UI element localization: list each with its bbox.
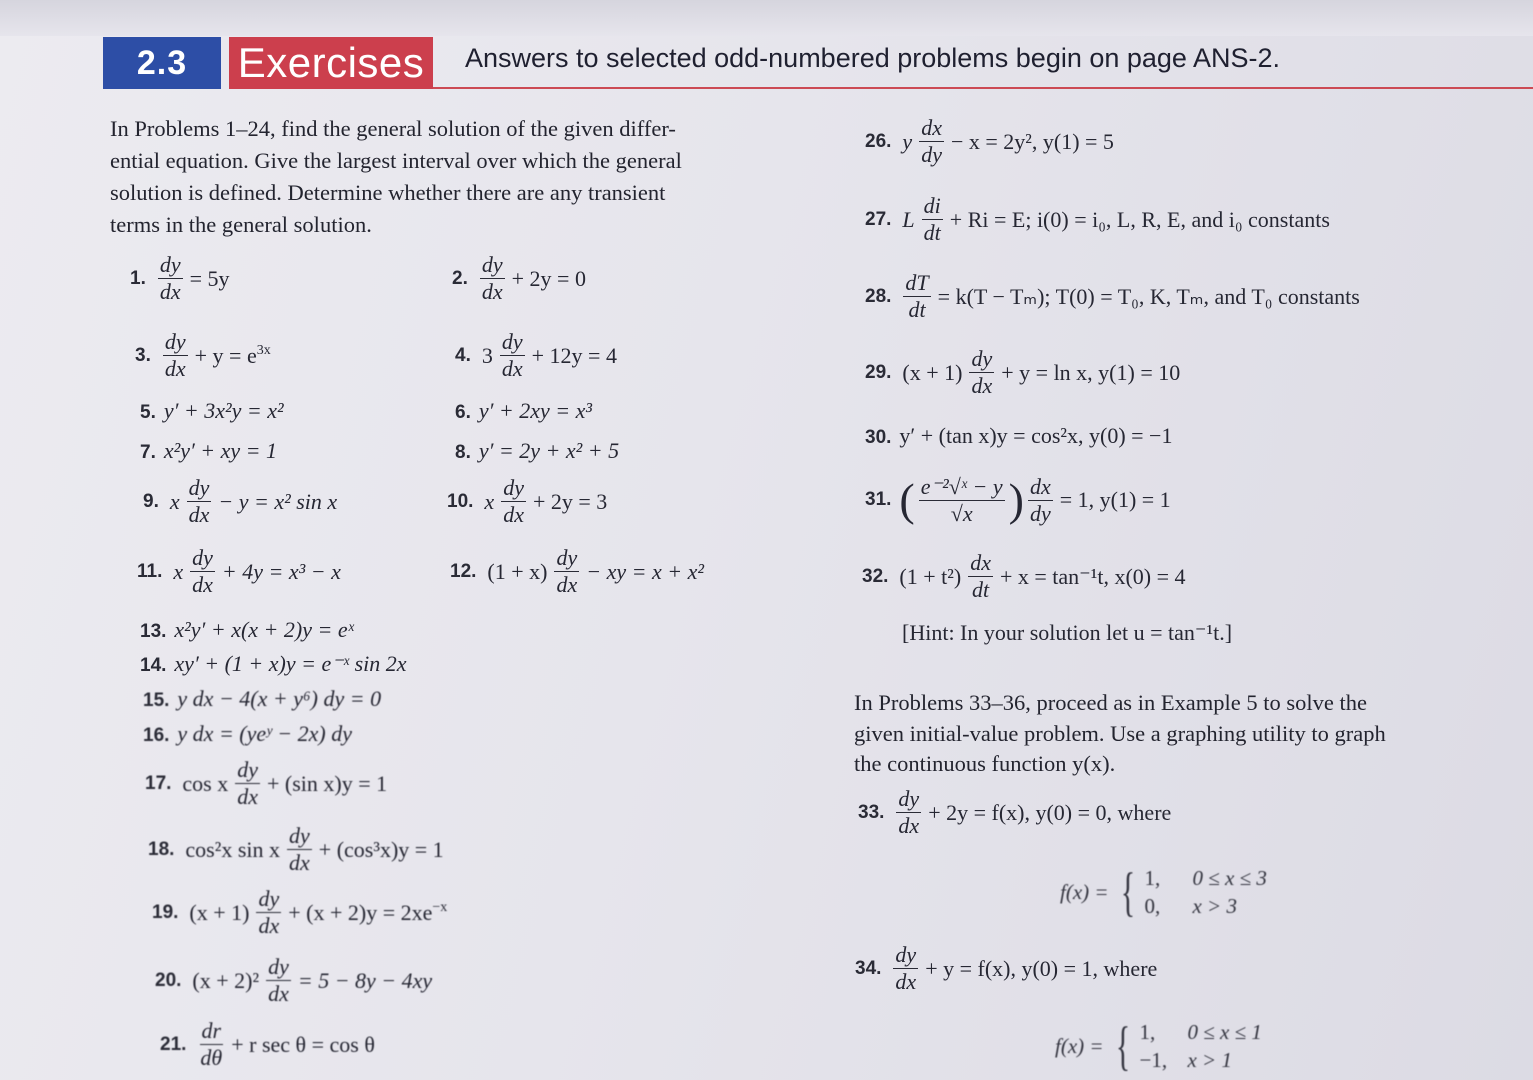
piecewise-function-33: [1060, 864, 1267, 920]
equation-lhs: (1 + x): [487, 558, 548, 584]
problem-number: 4.: [455, 344, 471, 366]
equation-lhs: cos²x sin x: [185, 836, 281, 862]
fraction-denominator: dx: [481, 279, 503, 304]
problem-number: 1.: [130, 267, 146, 289]
piecewise-case: [1139, 1018, 1261, 1046]
equation-rhs: + (cos³x)y = 1: [318, 836, 444, 862]
problem-17: [145, 757, 390, 810]
derivative-fraction: [919, 115, 944, 168]
case-condition: x > 3: [1192, 894, 1237, 918]
equation-rhs: + Ri = E; i(0) = i₀, L, R, E, and i₀ constants: [949, 206, 1330, 232]
problem-number: 32.: [862, 565, 889, 587]
fraction-numerator: dy: [503, 475, 524, 500]
equation-rhs: = 5 − 8y − 4xy: [297, 967, 433, 993]
intro-line: terms in the general solution.: [110, 212, 372, 237]
derivative-fraction: [198, 1018, 224, 1071]
fraction-denominator: dx: [501, 356, 523, 381]
problem-27: [865, 193, 1333, 246]
equation-rhs: + r sec θ = cos θ: [231, 1031, 375, 1057]
case-condition: 0 ≤ x ≤ 3: [1192, 866, 1267, 890]
problem-32: [862, 550, 1189, 603]
fraction-numerator: dy: [501, 329, 523, 354]
derivative-fraction: [968, 550, 993, 603]
piecewise-cases: [1139, 1018, 1261, 1074]
fraction-numerator: dy: [192, 545, 213, 570]
fraction-numerator: dy: [481, 252, 503, 277]
fraction-denominator: dx: [268, 981, 289, 1006]
derivative-fraction: [922, 193, 943, 246]
piecewise-case: [1144, 892, 1266, 920]
fraction-denominator: dx: [258, 913, 280, 938]
derivative-fraction: [969, 346, 994, 399]
left-paren: (: [899, 474, 915, 525]
problem-12: [450, 545, 707, 598]
intro-line: In Problems 1–24, find the general solution of the given differ-: [110, 116, 676, 141]
fraction-denominator: dt: [908, 297, 926, 322]
problem-31: [865, 470, 1174, 530]
fraction-denominator: dy: [1029, 500, 1051, 526]
problem-7: [140, 438, 277, 464]
derivative-fraction: [235, 757, 260, 810]
piecewise-case: [1144, 864, 1266, 892]
piecewise-label: f(x) =: [1060, 879, 1109, 904]
fraction-numerator: dx: [921, 115, 942, 140]
fraction-denominator: dx: [895, 969, 917, 994]
problem-number: 9.: [143, 490, 159, 512]
equation: xy′ + (1 + x)y = e⁻ˣ sin 2x: [174, 651, 407, 676]
fraction-numerator: dy: [159, 252, 181, 277]
problem-30: [865, 423, 1172, 449]
equation-rhs: + 2y = 0: [511, 265, 586, 291]
equation: y′ + (tan x)y = cos²x, y(0) = −1: [899, 423, 1173, 448]
problem-number: 27.: [865, 208, 892, 230]
intro-line: solution is defined. Determine whether there are any transient: [110, 180, 666, 205]
derivative-fraction: [187, 475, 212, 528]
equation-rhs: = k(T − Tₘ); T(0) = T₀, K, Tₘ, and T₀ constants: [937, 283, 1360, 309]
problem-number: 21.: [160, 1033, 187, 1055]
intro-line: ential equation. Give the largest interval over which the general: [110, 148, 682, 173]
fraction-numerator: di: [923, 193, 941, 218]
equation-rhs: + (x + 2)y = 2xe: [288, 899, 433, 925]
case-value: 0,: [1144, 894, 1161, 918]
inner-fraction: [919, 474, 1005, 527]
equation-rhs: = 5y: [189, 265, 230, 291]
derivative-fraction: [903, 270, 930, 323]
equation: y dx = (yeʸ − 2x) dy: [177, 721, 352, 746]
problem-number: 31.: [865, 489, 892, 510]
problem-1: [130, 252, 233, 305]
problem-18: [148, 823, 447, 876]
derivative-fraction: [554, 545, 579, 598]
exponent: 3x: [256, 342, 271, 358]
problem-4: [455, 329, 620, 382]
equation-rhs: + y = ln x, y(1) = 10: [1001, 359, 1181, 385]
problem-26: [865, 115, 1117, 168]
derivative-fraction: [893, 942, 918, 995]
problem-14: [140, 651, 407, 677]
equation-lhs: cos x: [182, 770, 229, 796]
equation-lhs: x: [169, 488, 180, 514]
problem-number: 6.: [455, 402, 471, 423]
case-condition: 0 ≤ x ≤ 1: [1187, 1020, 1262, 1044]
problem-10: [447, 475, 610, 528]
fraction-denominator: dy: [921, 142, 942, 167]
fraction-denominator: dx: [237, 784, 259, 809]
piecewise-case: [1139, 1046, 1261, 1074]
fraction-numerator: dx: [970, 550, 991, 575]
problem-20: [155, 954, 435, 1007]
fraction-denominator: dx: [898, 813, 920, 838]
fraction-numerator: dx: [1029, 473, 1051, 499]
problem-number: 26.: [865, 130, 892, 152]
problem-number: 19.: [152, 901, 179, 923]
derivative-fraction: [501, 475, 526, 528]
problem-number: 12.: [450, 560, 477, 582]
brace-icon: {: [1120, 862, 1135, 922]
derivative-fraction: [896, 786, 921, 839]
problem-8: [455, 438, 619, 464]
fraction-denominator: dx: [159, 279, 181, 304]
fraction-denominator: dx: [188, 502, 210, 527]
equation-rhs: + x = tan⁻¹t, x(0) = 4: [999, 563, 1186, 589]
problem-32-hint: [Hint: In your solution let u = tan⁻¹t.]: [902, 620, 1233, 645]
piecewise-label: f(x) =: [1055, 1033, 1104, 1058]
intro-line: given initial-value problem. Use a graphing utility to graph: [854, 720, 1386, 746]
problem-33: [858, 786, 1174, 839]
equation-rhs: = 1, y(1) = 1: [1059, 487, 1171, 512]
derivative-fraction: [256, 886, 281, 939]
fraction-denominator: dθ: [200, 1045, 223, 1070]
problem-number: 10.: [447, 490, 474, 512]
equation: y dx − 4(x + y⁶) dy = 0: [177, 686, 382, 711]
fraction-numerator: dy: [258, 886, 280, 911]
equation-rhs: + y = f(x), y(0) = 1, where: [925, 955, 1158, 981]
equation: x²y′ + x(x + 2)y = eˣ: [174, 617, 354, 642]
problem-number: 28.: [865, 285, 892, 307]
equation-rhs: + 2y = 3: [532, 488, 608, 514]
fraction-denominator: dt: [972, 577, 990, 602]
equation-lhs: (x + 1): [189, 899, 250, 925]
problem-number: 8.: [455, 442, 471, 463]
problem-number: 16.: [143, 725, 170, 746]
brace-icon: {: [1115, 1016, 1130, 1076]
problem-number: 13.: [140, 621, 167, 642]
fraction-numerator: dy: [188, 475, 210, 500]
header-rule: [433, 87, 1533, 89]
problem-13: [140, 617, 354, 643]
fraction-numerator: dy: [237, 757, 259, 782]
problem-15: [143, 686, 381, 712]
problem-number: 14.: [140, 655, 167, 676]
piecewise-cases: [1144, 864, 1266, 920]
fraction-numerator: dT: [905, 270, 929, 295]
fraction-denominator: dx: [192, 572, 213, 597]
derivative-fraction: [480, 252, 505, 305]
section-header: [103, 37, 1533, 89]
fraction-denominator: dt: [923, 220, 941, 245]
problem-number: 18.: [148, 838, 175, 860]
problem-6: [455, 398, 592, 424]
derivative-fraction: [158, 252, 183, 305]
intro-paragraph-right: [854, 688, 1494, 780]
equation-rhs: + 4y = x³ − x: [221, 558, 341, 584]
problem-number: 29.: [865, 361, 892, 383]
problem-number: 17.: [145, 772, 172, 794]
derivative-fraction: [163, 329, 188, 382]
equation-rhs: − y = x² sin x: [218, 488, 338, 514]
fraction-denominator: dx: [289, 850, 310, 875]
problem-number: 30.: [865, 427, 892, 448]
equation-lhs: 3: [481, 342, 493, 368]
problem-5: [140, 398, 284, 424]
equation: y′ + 3x²y = x²: [163, 398, 284, 423]
problem-number: 33.: [858, 801, 885, 823]
equation-lhs: (x + 2)²: [192, 967, 260, 993]
problem-29: [865, 346, 1183, 399]
equation: y′ + 2xy = x³: [478, 398, 593, 423]
problem-number: 7.: [140, 442, 156, 463]
equation-rhs: − x = 2y², y(1) = 5: [950, 128, 1114, 154]
fraction-denominator: √x: [950, 500, 973, 526]
fraction-denominator: dx: [503, 502, 524, 527]
equation-lhs: x: [484, 488, 495, 514]
problem-19: [152, 886, 450, 939]
fraction-numerator: dy: [895, 942, 917, 967]
fraction-denominator: dx: [971, 373, 993, 398]
fraction-numerator: dy: [289, 823, 310, 848]
case-value: 1,: [1144, 866, 1161, 890]
right-paren: ): [1008, 474, 1024, 525]
equation-rhs: + (sin x)y = 1: [267, 770, 388, 796]
section-number-badge: 2.3: [103, 37, 221, 89]
equation-lhs: (x + 1): [902, 359, 963, 385]
derivative-fraction: [287, 823, 312, 876]
problem-number: 34.: [855, 957, 882, 979]
problem-2: [452, 252, 589, 305]
page-top-shadow: [0, 0, 1533, 36]
equation: x²y′ + xy = 1: [163, 438, 278, 463]
problem-number: 2.: [452, 267, 468, 289]
fraction-numerator: e⁻²√ˣ − y: [920, 473, 1003, 499]
equation-lhs: (1 + t²): [899, 563, 962, 589]
problem-34: [855, 942, 1160, 995]
derivative-fraction: [190, 545, 215, 598]
case-value: −1,: [1139, 1048, 1168, 1072]
case-condition: x > 1: [1187, 1048, 1232, 1072]
derivative-fraction: [500, 329, 525, 382]
equation-rhs: − xy = x + x²: [586, 558, 704, 584]
problem-3: [135, 329, 274, 382]
problem-9: [143, 475, 340, 528]
problem-16: [143, 721, 352, 747]
piecewise-function-34: [1055, 1018, 1262, 1074]
equation-rhs: + 12y = 4: [531, 342, 617, 368]
equation-lhs: x: [173, 558, 184, 584]
problem-number: 15.: [143, 690, 170, 711]
equation-lhs: y: [902, 128, 913, 154]
intro-line: the continuous function y(x).: [854, 751, 1116, 776]
exponent: −x: [432, 899, 448, 915]
problem-number: 5.: [140, 402, 156, 423]
derivative-fraction: [266, 954, 291, 1007]
problem-11: [137, 545, 344, 598]
derivative-fraction: [1028, 474, 1053, 527]
problem-28: [865, 270, 1363, 323]
fraction-numerator: dy: [556, 545, 578, 570]
problem-number: 20.: [155, 969, 182, 991]
equation-lhs: L: [902, 206, 915, 232]
section-title-badge: Exercises: [229, 37, 433, 89]
case-value: 1,: [1139, 1020, 1156, 1044]
fraction-numerator: dy: [898, 786, 920, 811]
problem-number: 11.: [137, 560, 163, 582]
equation-rhs: + y = e: [194, 342, 257, 368]
fraction-numerator: dy: [164, 329, 186, 354]
problem-21: [160, 1018, 378, 1071]
problem-number: 3.: [135, 344, 151, 366]
fraction-numerator: dy: [268, 954, 289, 979]
equation: y′ = 2y + x² + 5: [478, 438, 620, 463]
intro-paragraph-left: [110, 113, 800, 241]
intro-line: In Problems 33–36, proceed as in Example 5 to solve the: [854, 690, 1368, 715]
fraction-numerator: dy: [971, 346, 993, 371]
answers-note: Answers to selected odd-numbered problems begin on page ANS-2.: [465, 43, 1280, 73]
fraction-denominator: dx: [164, 356, 186, 381]
fraction-numerator: dr: [201, 1018, 222, 1043]
fraction-denominator: dx: [556, 572, 578, 597]
equation-rhs: + 2y = f(x), y(0) = 0, where: [928, 799, 1172, 825]
